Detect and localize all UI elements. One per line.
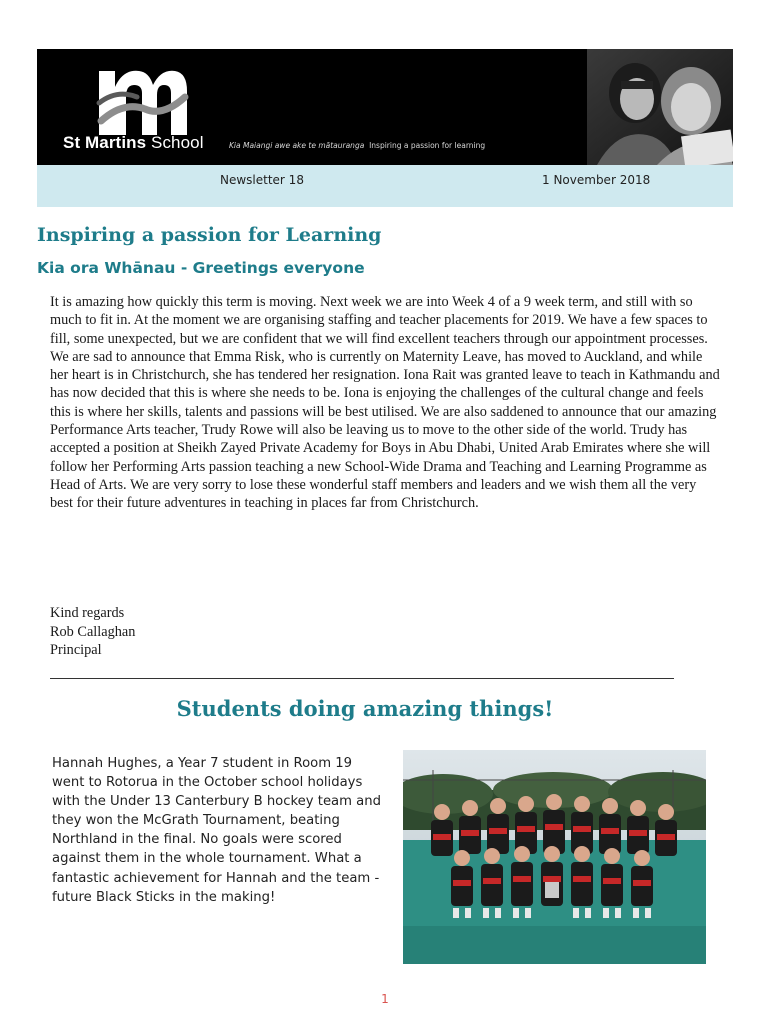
section-divider (50, 678, 674, 679)
signoff (50, 604, 450, 660)
newsletter-number: Newsletter 18 (220, 173, 304, 187)
section-heading-learning: Inspiring a passion for Learning (37, 224, 382, 246)
team-players (431, 794, 677, 918)
greeting: Kia ora Whānau - Greetings everyone (37, 259, 365, 277)
page-number: 1 (381, 992, 389, 1006)
student-story: Hannah Hughes, a Year 7 student in Room 19 went to Rotorua in the October school holidays with the Under 13 Canterbury B hockey team and they won the McGrath Tournament, beating Northland in the final. No goals were scored against them in the whole tournament. What a fantastic achievement for Hannah and the team - future Black Sticks in the making! (52, 756, 381, 905)
section-heading-students: Students doing amazing things! (176, 696, 554, 721)
signoff-title: Principal (50, 642, 102, 658)
school-logo-icon (93, 63, 189, 139)
school-motto: Kia Maiangi awe ake te mātauranga Inspiring a passion for learning (229, 141, 486, 150)
signoff-name: Rob Callaghan (50, 623, 136, 640)
signoff-closing: Kind regards (50, 605, 125, 621)
school-name: St Martins School (63, 133, 204, 152)
newsletter-info-bar (37, 165, 733, 207)
header-banner (37, 49, 733, 165)
principal-message: It is amazing how quickly this term is moving. Next week we are into Week 4 of a 9 week term, and still with so much to fit in. At the moment we are organising staffing and teacher placements for 2019. We have a few spaces to fill, some unexpected, but we are confident that we will find excellent teachers through our appointment processes. We are sad to announce that Emma Risk, who is currently on Maternity Leave, has moved to Auckland, and while her heart is in Christchurch, she has tendered her resignation. Iona Rait was granted leave to teach in Kathmandu and has now decided that this is where she needs to be. Iona is enjoying the challenges of the cultural change and feels this is where her skills, talents and passions will be best utilised. We are also saddened to announce that our amazing Performance Arts teacher, Trudy Rowe will also be leaving us to move to the other side of the world. Trudy has accepted a position at Sheikh Zayed Private Academy for Boys in Abu Dhabi, United Arab Emirates where she will follow her Performing Arts passion teaching a new School-Wide Drama and Teaching and Learning Programme as Head of Arts. We are very sorry to lose these wonderful staff members and leaders and we wish them all the very best for their future adventures in teaching in places far from Christchurch. (50, 294, 720, 512)
hockey-team-photo (403, 750, 706, 964)
newsletter-date: 1 November 2018 (542, 173, 651, 187)
students-header-photo (587, 49, 733, 165)
